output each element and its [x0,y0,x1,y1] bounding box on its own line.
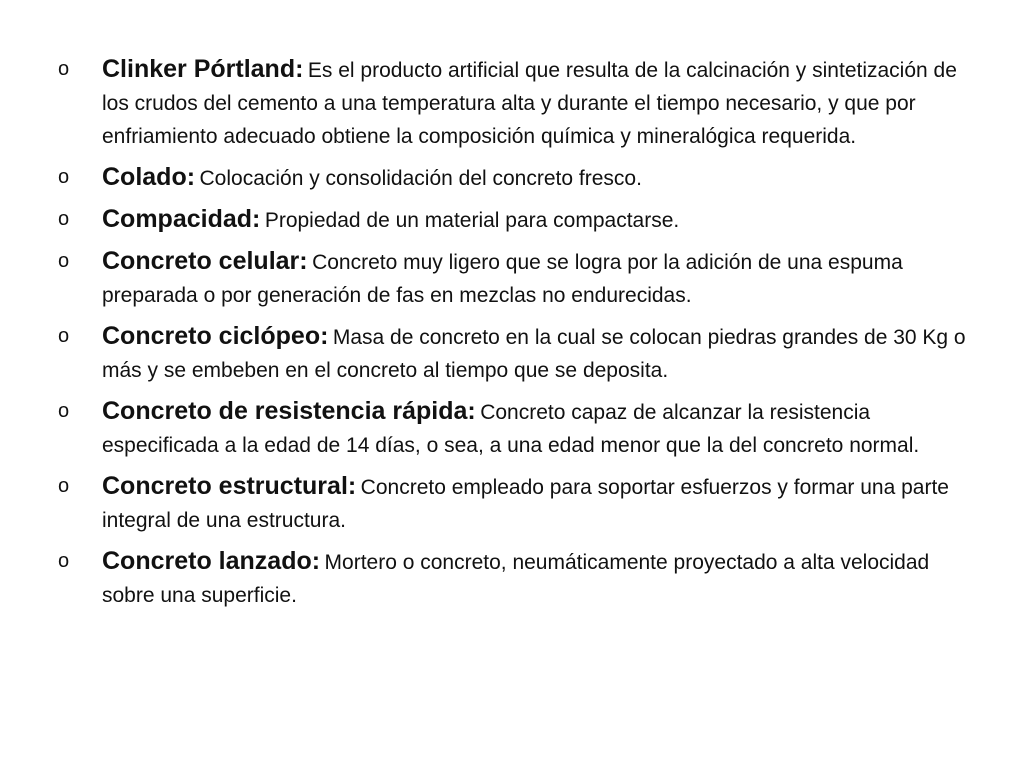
glossary-item-colado [56,162,976,196]
term: Colado: [102,163,196,191]
bullet-circle-icon: o [58,250,70,272]
glossary-item-concreto-celular [56,246,976,313]
glossary-list [56,54,976,621]
term: Concreto lanzado: [102,547,321,575]
bullet-circle-icon: o [58,400,70,422]
term: Concreto celular: [102,247,308,275]
bullet-circle-icon: o [58,58,70,80]
definition: Propiedad de un material para compactarse. [264,209,680,232]
definition: Es el producto artificial que resulta de la calcinación y sintetización de los crudos del cemento a una temperatura alta y durante el tiempo necesario, y que por enfriamiento adecuado obtiene la composición química y mineralógica requerida. [102,59,957,148]
bullet-circle-icon: o [58,550,70,572]
glossary-item-concreto-lanzado [56,546,976,613]
bullet-circle-icon: o [58,325,70,347]
glossary-item-clinker-portland [56,54,976,154]
bullet-circle-icon: o [58,208,70,230]
definition: Mortero o concreto, neumáticamente proyectado a alta velocidad sobre una superficie. [102,551,930,607]
definition: Concreto muy ligero que se logra por la adición de una espuma preparada o por generación de fas en mezclas no endurecidas. [102,251,903,307]
term: Concreto de resistencia rápida: [102,397,476,425]
glossary-item-concreto-ciclopeo [56,321,976,388]
term: Clinker Pórtland: [102,55,304,83]
term: Concreto ciclópeo: [102,322,329,350]
glossary-item-concreto-estructural [56,471,976,538]
definition: Concreto empleado para soportar esfuerzos y formar una parte integral de una estructura. [102,476,949,532]
term: Compacidad: [102,205,261,233]
glossary-item-compacidad [56,204,976,238]
term: Concreto estructural: [102,472,357,500]
bullet-circle-icon: o [58,475,70,497]
definition: Colocación y consolidación del concreto fresco. [199,167,642,190]
definition: Masa de concreto en la cual se colocan piedras grandes de 30 Kg o más y se embeben en el concreto al tiempo que se deposita. [102,326,966,382]
glossary-item-concreto-resistencia-rapida [56,396,976,463]
bullet-circle-icon: o [58,166,70,188]
definition: Concreto capaz de alcanzar la resistencia especificada a la edad de 14 días, o sea, a una edad menor que la del concreto normal. [102,401,920,457]
